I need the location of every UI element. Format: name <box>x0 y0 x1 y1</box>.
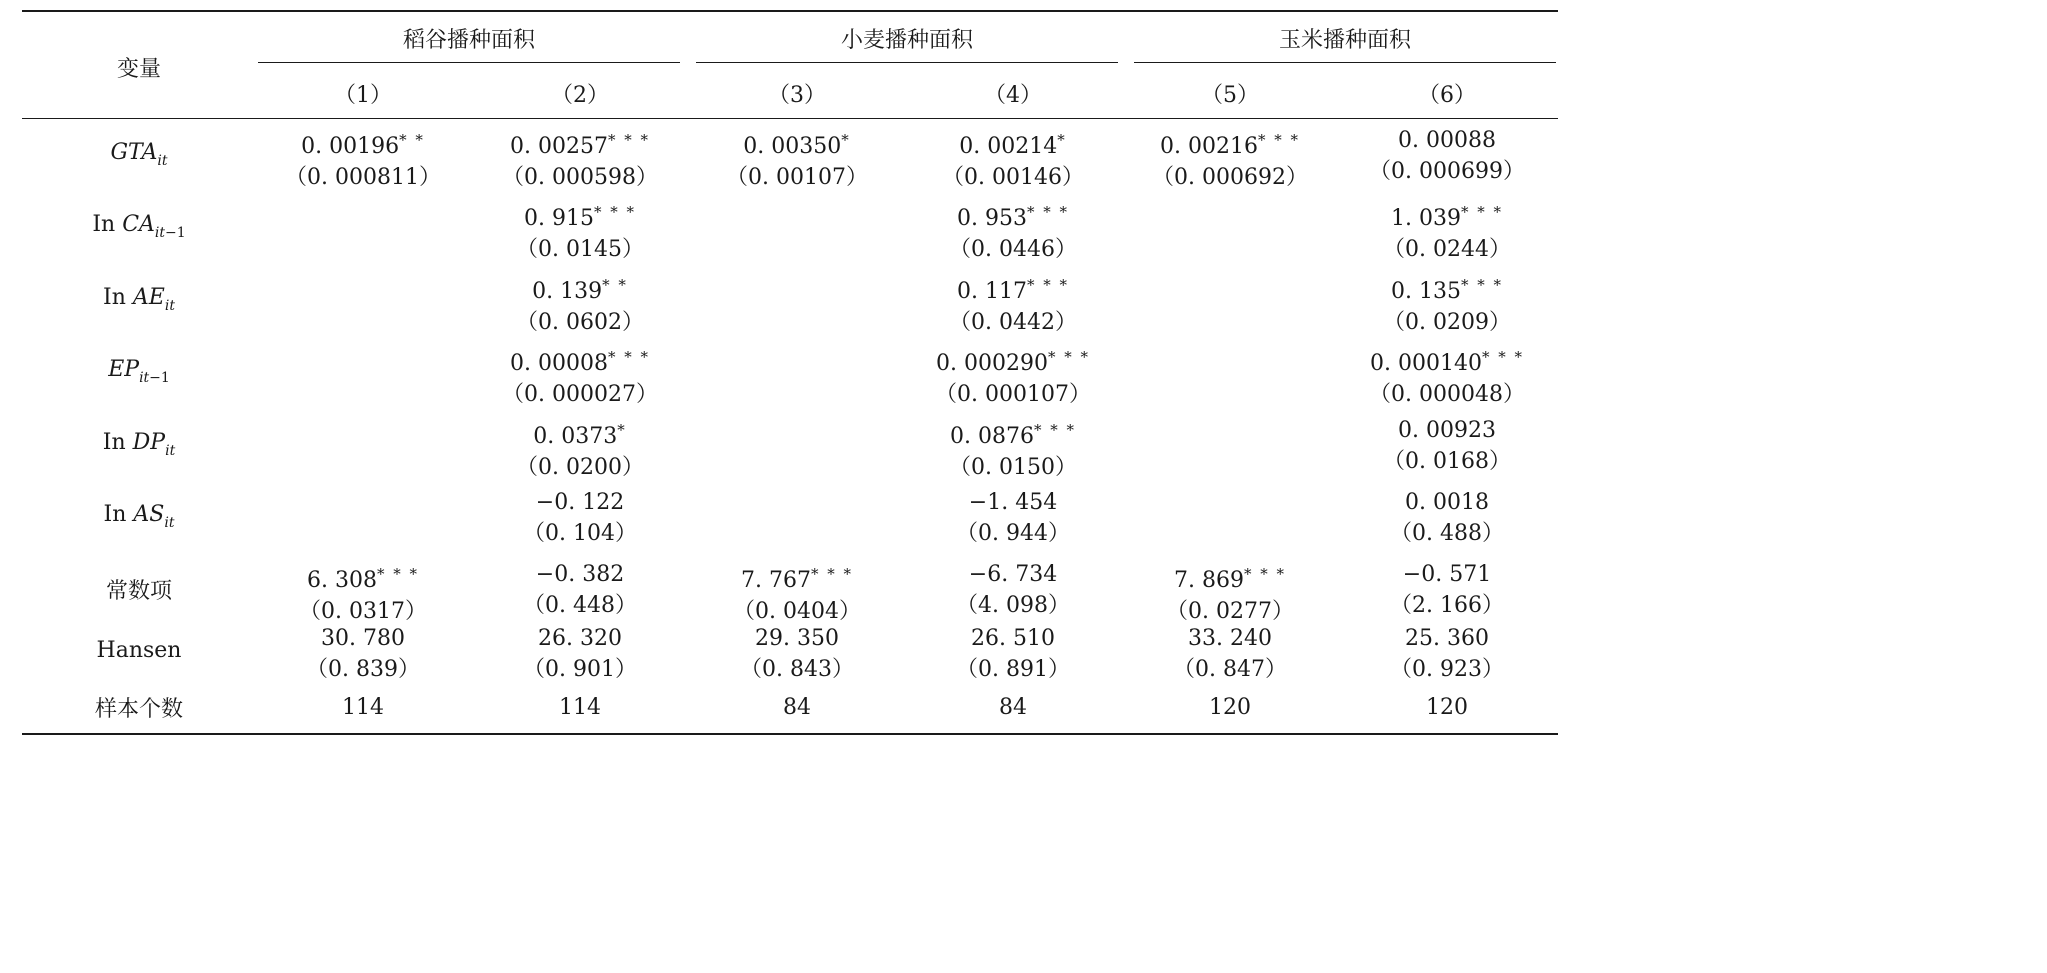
coefficient-line <box>480 559 680 590</box>
coefficient: 0. 00350 <box>743 134 842 159</box>
coefficient: −6. 734 <box>968 562 1058 587</box>
row-label-variable: AS <box>133 502 165 527</box>
row-label-subscript: it <box>139 370 150 386</box>
standard-error: （0. 448） <box>523 593 637 618</box>
significance-stars: * * * <box>1257 131 1300 149</box>
table-cell <box>913 487 1113 549</box>
coefficient-line <box>697 623 897 654</box>
table-cell <box>263 692 463 723</box>
coefficient: 29. 350 <box>755 626 839 651</box>
coefficient-line <box>1347 623 1547 654</box>
row-label-subscript: it <box>157 153 168 169</box>
table-header-rule <box>22 118 1558 119</box>
significance-stars: * * * <box>1460 276 1504 294</box>
coefficient: 0. 915 <box>523 206 594 231</box>
group-underline-rice <box>258 62 680 63</box>
coefficient-line <box>913 623 1113 654</box>
standard-error: （0. 843） <box>740 657 854 682</box>
coefficient-line <box>263 125 463 162</box>
table-cell <box>913 197 1113 265</box>
significance-stars: * * * <box>1047 348 1090 366</box>
coefficient: 6. 308 <box>306 568 377 593</box>
coefficient: 30. 780 <box>321 626 405 651</box>
table-cell <box>1347 197 1547 265</box>
table-cell <box>1347 342 1547 410</box>
coefficient-line <box>1347 559 1547 590</box>
column-header-3: （3） <box>768 83 826 108</box>
standard-error: （0. 0446） <box>949 237 1077 262</box>
coefficient-line <box>480 342 680 379</box>
coefficient: 0. 0876 <box>949 424 1034 449</box>
row-label <box>22 357 256 386</box>
group-header-corn: 玉米播种面积 <box>1278 28 1411 53</box>
coefficient: 0. 00088 <box>1398 128 1496 153</box>
coefficient: 84 <box>783 695 811 720</box>
table-cell <box>913 342 1113 410</box>
coefficient: 7. 869 <box>1173 568 1244 593</box>
coefficient: 0. 139 <box>532 279 603 304</box>
coefficient: 120 <box>1209 695 1251 720</box>
coefficient: −0. 571 <box>1402 562 1492 587</box>
coefficient: 1. 039 <box>1390 206 1461 231</box>
standard-error: （0. 0145） <box>516 237 644 262</box>
coefficient: 25. 360 <box>1405 626 1489 651</box>
coefficient-line <box>913 487 1113 518</box>
coefficient: 0. 000140 <box>1369 351 1482 376</box>
standard-error: （0. 0602） <box>516 310 644 335</box>
significance-stars: * * * <box>607 131 650 149</box>
coefficient: 114 <box>342 695 384 720</box>
coefficient-line <box>1347 197 1547 234</box>
coefficient: 0. 117 <box>956 279 1027 304</box>
coefficient: 7. 767 <box>740 568 811 593</box>
standard-error: （0. 000107） <box>935 382 1091 407</box>
coefficient-line <box>1347 125 1547 156</box>
coefficient-line <box>913 559 1113 590</box>
significance-stars: * <box>1057 131 1067 149</box>
table-cell <box>1347 415 1547 477</box>
coefficient-line <box>480 692 680 723</box>
table-cell <box>913 623 1113 685</box>
coefficient-line <box>480 197 680 234</box>
row-label <box>22 285 256 314</box>
row-label-variable: EP <box>108 357 140 382</box>
significance-stars: * * * <box>1026 203 1070 221</box>
coefficient-line <box>697 559 897 596</box>
table-cell <box>913 559 1113 621</box>
table-cell <box>697 692 897 723</box>
standard-error: （0. 104） <box>523 521 637 546</box>
table-cell <box>480 692 680 723</box>
coefficient-line <box>1130 559 1330 596</box>
coefficient: 114 <box>559 695 601 720</box>
standard-error: （0. 839） <box>306 657 420 682</box>
table-cell <box>1130 125 1330 193</box>
table-cell <box>263 125 463 193</box>
significance-stars: * * <box>602 276 628 294</box>
table-cell <box>263 623 463 685</box>
table-cell <box>1130 692 1330 723</box>
coefficient: −1. 454 <box>968 490 1058 515</box>
table-cell <box>480 125 680 193</box>
standard-error: （0. 00146） <box>942 165 1084 190</box>
row-label-variable: GTA <box>110 140 158 165</box>
row-label-prefix: In <box>103 502 134 527</box>
standard-error: （0. 488） <box>1390 521 1504 546</box>
coefficient-line <box>913 270 1113 307</box>
standard-error: （4. 098） <box>956 593 1070 618</box>
coefficient-line <box>913 692 1113 723</box>
coefficient-line <box>1347 487 1547 518</box>
standard-error: （0. 923） <box>1390 657 1504 682</box>
coefficient-line <box>1130 692 1330 723</box>
coefficient-line <box>263 559 463 596</box>
coefficient: 26. 320 <box>538 626 622 651</box>
significance-stars: * * * <box>1033 421 1077 439</box>
row-label-variable: DP <box>132 430 166 455</box>
coefficient-line <box>480 125 680 162</box>
row-label-subscript: it <box>165 443 176 459</box>
table-cell <box>1347 487 1547 549</box>
significance-stars: * * * <box>1026 276 1070 294</box>
coefficient: 0. 953 <box>956 206 1027 231</box>
standard-error: （0. 901） <box>523 657 637 682</box>
standard-error: （0. 000692） <box>1152 165 1308 190</box>
coefficient-line <box>913 342 1113 379</box>
group-underline-wheat <box>696 62 1118 63</box>
coefficient: 120 <box>1426 695 1468 720</box>
row-label-lag: −1 <box>165 225 186 241</box>
coefficient-line <box>480 487 680 518</box>
coefficient: 0. 000290 <box>935 351 1048 376</box>
significance-stars: * * * <box>376 565 420 583</box>
row-label: 样本个数 <box>94 697 183 722</box>
coefficient-line <box>1347 692 1547 723</box>
coefficient: 84 <box>999 695 1027 720</box>
coefficient-line <box>1130 623 1330 654</box>
coefficient: −0. 122 <box>535 490 625 515</box>
standard-error: （0. 0150） <box>949 455 1077 480</box>
coefficient: 0. 00923 <box>1398 418 1496 443</box>
column-header-1: （1） <box>334 83 392 108</box>
row-label <box>22 212 256 241</box>
row-label-prefix: In <box>92 212 123 237</box>
standard-error: （0. 0168） <box>1383 449 1511 474</box>
table-cell <box>913 270 1113 338</box>
coefficient-line <box>913 197 1113 234</box>
standard-error: （0. 000048） <box>1369 382 1525 407</box>
coefficient-line <box>480 623 680 654</box>
significance-stars: * * * <box>1243 565 1287 583</box>
table-cell <box>480 623 680 685</box>
row-label-lag: −1 <box>149 370 170 386</box>
table-cell <box>697 559 897 627</box>
standard-error: （0. 0244） <box>1383 237 1511 262</box>
significance-stars: * * * <box>593 203 637 221</box>
standard-error: （0. 847） <box>1173 657 1287 682</box>
coefficient: 0. 00257 <box>509 134 608 159</box>
table-cell <box>1347 125 1547 187</box>
standard-error: （0. 0200） <box>516 455 644 480</box>
group-header-wheat: 小麦播种面积 <box>840 28 973 53</box>
variable-header: 变量 <box>116 57 161 82</box>
coefficient: 0. 00196 <box>301 134 400 159</box>
table-cell <box>913 125 1113 193</box>
standard-error: （0. 891） <box>956 657 1070 682</box>
standard-error: （0. 000699） <box>1369 159 1525 184</box>
coefficient: 0. 00216 <box>1159 134 1258 159</box>
coefficient: 0. 00008 <box>509 351 608 376</box>
table-cell <box>1347 692 1547 723</box>
standard-error: （0. 0442） <box>949 310 1077 335</box>
significance-stars: * * * <box>810 565 854 583</box>
table-cell <box>913 415 1113 483</box>
table-top-rule <box>22 10 1558 12</box>
coefficient: 0. 0018 <box>1405 490 1489 515</box>
table-cell <box>913 692 1113 723</box>
standard-error: （0. 944） <box>956 521 1070 546</box>
row-label: Hansen <box>96 638 182 663</box>
standard-error: （0. 000811） <box>285 165 441 190</box>
coefficient-line <box>697 692 897 723</box>
standard-error: （0. 0277） <box>1166 599 1294 624</box>
column-header-4: （4） <box>984 83 1042 108</box>
table-cell <box>1347 270 1547 338</box>
coefficient-line <box>263 692 463 723</box>
row-label <box>22 502 256 531</box>
row-label-variable: CA <box>122 212 155 237</box>
coefficient: −0. 382 <box>535 562 625 587</box>
coefficient-line <box>697 125 897 162</box>
table-cell <box>480 487 680 549</box>
table-cell <box>697 623 897 685</box>
row-label: 常数项 <box>105 579 172 604</box>
group-underline-corn <box>1134 62 1556 63</box>
significance-stars: * * * <box>1481 348 1524 366</box>
table-cell <box>480 197 680 265</box>
coefficient-line <box>1347 342 1547 379</box>
coefficient-line <box>913 415 1113 452</box>
row-label-subscript: it <box>154 225 166 241</box>
coefficient-line <box>480 415 680 452</box>
standard-error: （0. 0317） <box>299 599 427 624</box>
table-cell <box>480 342 680 410</box>
standard-error: （0. 000027） <box>502 382 658 407</box>
group-header-rice: 稻谷播种面积 <box>402 28 535 53</box>
standard-error: （2. 166） <box>1390 593 1504 618</box>
table-bottom-rule <box>22 733 1558 735</box>
coefficient: 0. 135 <box>1390 279 1461 304</box>
coefficient: 26. 510 <box>971 626 1055 651</box>
standard-error: （0. 000598） <box>502 165 658 190</box>
row-label-subscript: it <box>164 298 175 314</box>
table-cell <box>1130 559 1330 627</box>
row-label <box>22 140 256 169</box>
row-label-subscript: it <box>164 515 175 531</box>
table-cell <box>1130 623 1330 685</box>
table-cell <box>480 559 680 621</box>
coefficient: 33. 240 <box>1188 626 1272 651</box>
coefficient-line <box>263 623 463 654</box>
row-label-prefix: In <box>103 285 133 310</box>
coefficient-line <box>1130 125 1330 162</box>
standard-error: （0. 0404） <box>733 599 861 624</box>
coefficient: 0. 00214 <box>959 134 1058 159</box>
row-label <box>22 430 256 459</box>
row-label-variable: AE <box>132 285 165 310</box>
table-cell <box>1347 559 1547 621</box>
coefficient: 0. 0373 <box>533 424 618 449</box>
significance-stars: * <box>617 421 627 439</box>
standard-error: （0. 00107） <box>726 165 868 190</box>
column-header-2: （2） <box>551 83 609 108</box>
significance-stars: * * <box>399 131 425 149</box>
coefficient-line <box>480 270 680 307</box>
column-header-5: （5） <box>1201 83 1259 108</box>
significance-stars: * <box>841 131 851 149</box>
significance-stars: * * * <box>607 348 650 366</box>
column-header-6: （6） <box>1418 83 1476 108</box>
row-label-prefix: In <box>102 430 133 455</box>
coefficient-line <box>1347 415 1547 446</box>
table-cell <box>1347 623 1547 685</box>
table-cell <box>480 415 680 483</box>
significance-stars: * * * <box>1460 203 1504 221</box>
coefficient-line <box>1347 270 1547 307</box>
table-cell <box>697 125 897 193</box>
coefficient-line <box>913 125 1113 162</box>
standard-error: （0. 0209） <box>1383 310 1511 335</box>
table-cell <box>480 270 680 338</box>
table-cell <box>263 559 463 627</box>
